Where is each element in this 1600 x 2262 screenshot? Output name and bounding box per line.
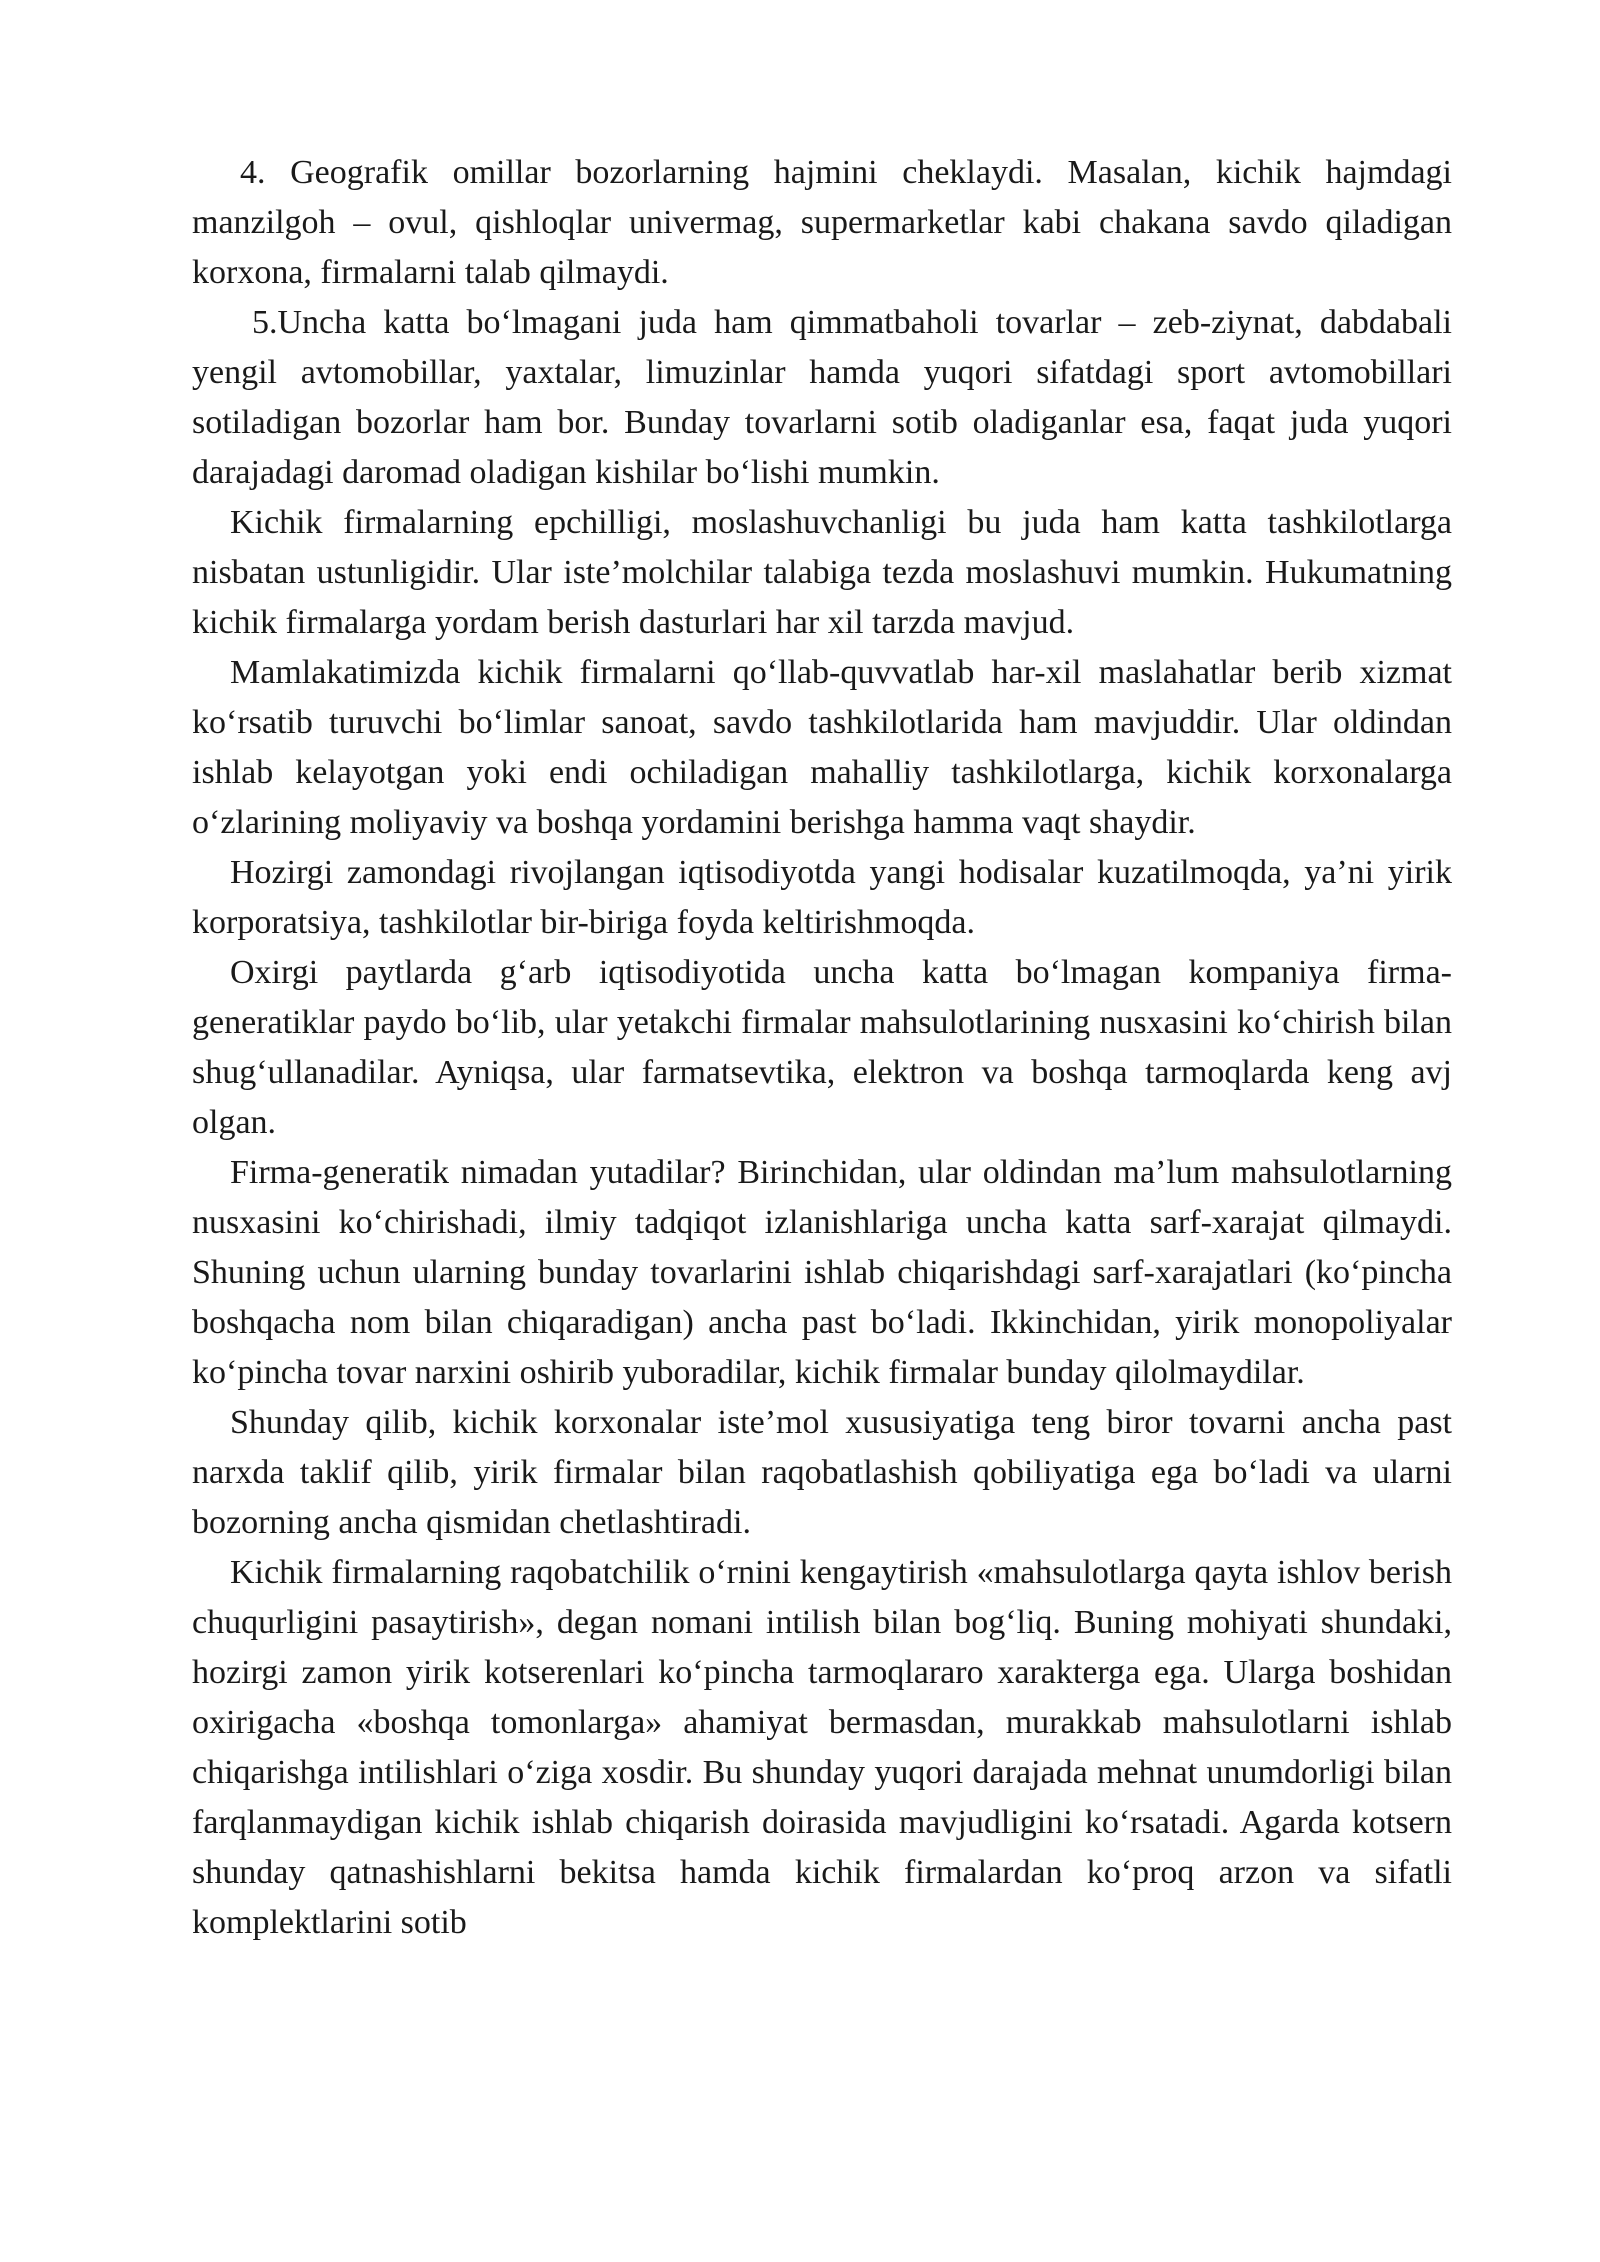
paragraph-6: Oxirgi paytlarda g‘arb iqtisodiyotida uncha katta bo‘lmagan kompaniya firma-generatiklar paydo bo‘lib, ular yetakchi firmalar mahsulotlarining nusxasini ko‘chirish bilan shug‘ullanadilar. Ayniqsa, ular farmatsevtika, elektron va boshqa tarmoqlarda keng avj olgan. [192,954,1452,1141]
paragraph-2: 5.Uncha katta bo‘lmagani juda ham qimmatbaholi tovarlar – zeb-ziynat, dabdabali yengil avtomobillar, yaxtalar, limuzinlar hamda yuqori sifatdagi sport avtomobillari sotiladigan bozorlar ham bor. Bunday tovarlarni sotib oladiganlar esa, faqat juda yuqori darajadagi daromad oladigan kishilar bo‘lishi mumkin. [192,304,1452,491]
paragraph-3: Kichik firmalarning epchilligi, moslashuvchanligi bu juda ham katta tashkilotlarga nisbatan ustunligidir. Ular iste’molchilar talabiga tezda moslashuvi mumkin. Hukumatning kichik firmalarga yordam berish dasturlari har xil tarzda mavjud. [192,504,1452,641]
document-page [192,148,1452,1948]
paragraph-5: Hozirgi zamondagi rivojlangan iqtisodiyotda yangi hodisalar kuzatilmoqda, ya’ni yirik korporatsiya, tashkilotlar bir-biriga foyda keltirishmoqda. [192,854,1452,941]
paragraph-7: Firma-generatik nimadan yutadilar? Birinchidan, ular oldindan ma’lum mahsulotlarning nusxasini ko‘chirishadi, ilmiy tadqiqot izlanishlariga uncha katta sarf-xarajat qilmaydi. Shuning uchun ularning bunday tovarlarini ishlab chiqarishdagi sarf-xarajatlari (ko‘pincha boshqacha nom bilan chiqaradigan) ancha past bo‘ladi. Ikkinchidan, yirik monopoliyalar ko‘pincha tovar narxini oshirib yuboradilar, kichik firmalar bunday qilolmaydilar. [192,1154,1452,1391]
paragraph-1: 4. Geografik omillar bozorlarning hajmini cheklaydi. Masalan, kichik hajmdagi manzilgoh – ovul, qishloqlar univermag, supermarketlar kabi chakana savdo qiladigan korxona, firmalarni talab qilmaydi. [192,154,1452,291]
paragraph-9: Kichik firmalarning raqobatchilik o‘rnini kengaytirish «mahsulotlarga qayta ishlov berish chuqurligini pasaytirish», degan nomani intilish bilan bog‘liq. Buning mohiyati shundaki, hozirgi zamon yirik kotserenlari ko‘pincha tarmoqlararo xarakterga ega. Ularga boshidan oxirigacha «boshqa tomonlarga» ahamiyat bermasdan, murakkab mahsulotlarni ishlab chiqarishga intilishlari o‘ziga xosdir. Bu shunday yuqori darajada mehnat unumdorligi bilan farqlanmaydigan kichik ishlab chiqarish doirasida mavjudligini ko‘rsatadi. Agarda kotsern shunday qatnashishlarni bekitsa hamda kichik firmalardan ko‘proq arzon va sifatli komplektlarini sotib [192,1554,1452,1941]
paragraph-8: Shunday qilib, kichik korxonalar iste’mol xususiyatiga teng biror tovarni ancha past narxda taklif qilib, yirik firmalar bilan raqobatlashish qobiliyatiga ega bo‘ladi va ularni bozorning ancha qismidan chetlashtiradi. [192,1404,1452,1541]
paragraph-4: Mamlakatimizda kichik firmalarni qo‘llab-quvvatlab har-xil maslahatlar berib xizmat ko‘rsatib turuvchi bo‘limlar sanoat, savdo tashkilotlarida ham mavjuddir. Ular oldindan ishlab kelayotgan yoki endi ochiladigan mahalliy tashkilotlarga, kichik korxonalarga o‘zlarining moliyaviy va boshqa yordamini berishga hamma vaqt shaydir. [192,654,1452,841]
